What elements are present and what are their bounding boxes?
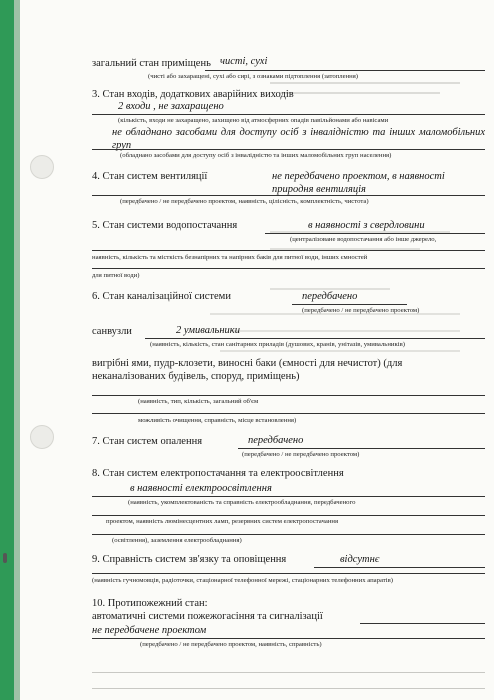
fire-caption: (передбачено / не передбачено проектом, наявність, справність) [140, 641, 322, 648]
section-4-title: 4. Стан систем вентиляції [92, 171, 208, 182]
electric-caption-1: (наявність, укомплектованість та справність електрообладнання, передбаченого [128, 499, 356, 506]
underline [265, 233, 485, 234]
underline [92, 515, 485, 516]
bleed-through-text [270, 79, 470, 105]
entrances-value: 2 входи , не захаращено [118, 101, 224, 112]
water-caption-3: для питної води) [92, 272, 140, 279]
punch-hole [30, 425, 54, 449]
underline [314, 567, 485, 568]
heating-caption: (передбачено / не передбачено проектом) [242, 451, 360, 458]
underline [292, 304, 407, 305]
section-5-title: 5. Стан системи водопостачання [92, 220, 238, 231]
section-10-title: 10. Протипожежний стан: [92, 598, 208, 609]
underline [360, 623, 485, 624]
pen-mark [3, 553, 7, 563]
ventilation-caption: (передбачено / не передбачено проектом, наявність, цілісність, комплектність, чистота) [120, 198, 369, 205]
pits-text-1: вигрібні ями, пудр-клозети, виносні баки (ємності для нечистот) (для [92, 358, 403, 369]
ventilation-value: не передбачено проектом, в наявності природня вентиляція [272, 171, 445, 195]
entrances-caption: (кількість, входи не захаращено, захищено від атмосферних опадів павільйонами або навісами [118, 117, 389, 124]
underline [92, 534, 485, 535]
sanitary-label: санвузли [92, 326, 132, 337]
underline [92, 638, 485, 639]
section-7-title: 7. Стан систем опалення [92, 436, 203, 447]
sanitary-value: 2 умивальники [176, 325, 240, 336]
section-6-title: 6. Стан каналізаційної системи [92, 291, 231, 302]
pits-caption-2: можливість очищення, справність, місце встановлення) [138, 417, 297, 424]
underline [92, 413, 485, 414]
pits-caption-1: (наявність, тип, кількість, загальний об'єм [138, 398, 259, 405]
section-3-title: 3. Стан входів, додаткових аварійних виходів [92, 89, 294, 100]
underline [92, 149, 485, 150]
general-state-value: чисті, сухі [220, 56, 268, 67]
section-8-title: 8. Стан систем електропостачання та електроосвітлення [92, 468, 344, 479]
fire-subtitle: автоматичні системи пожежогасіння та сигналізації [92, 611, 323, 622]
water-caption-1: (централізоване водопостачання або інше джерело, [290, 236, 437, 243]
communication-caption: (наявність гучномовців, радіоточки, стаціонарної телефонної мережі, стаціонарних телефонних апаратів) [92, 577, 393, 584]
underline [92, 496, 485, 497]
underline [205, 70, 485, 71]
underline [92, 250, 485, 251]
electric-caption-3: (освітлення), заземлення електрообладнання) [112, 537, 242, 544]
water-value: в наявності з свердловини [308, 220, 425, 231]
underline [238, 448, 485, 449]
electric-caption-2: проектом, наявність люмінесцентних ламп, резервних систем електропостачання [106, 518, 339, 525]
sewer-caption: (передбачено / не передбачено проектом) [302, 307, 420, 314]
pits-text-2: неканалізованих будівель, споруд, приміщень) [92, 371, 300, 382]
underline [145, 338, 485, 339]
general-state-caption: (чисті або захаращені, сухі або сирі, з ознаками підтоплення (затоплення) [148, 73, 359, 80]
underline [92, 573, 485, 574]
accessibility-caption: (обладнано засобами для доступу осіб з інвалідністю та інших маломобільних груп населення) [120, 152, 392, 159]
sewer-value: передбачено [302, 291, 358, 302]
fire-value: не передбачене проектом [92, 625, 207, 636]
punch-hole [30, 155, 54, 179]
electric-value: в наявності електроосвітлення [130, 483, 272, 494]
section-9-title: 9. Справність систем зв'язку та оповіщення [92, 554, 287, 565]
underline [92, 195, 485, 196]
accessibility-value: не обладнано засобами для доступу осіб з інвалідністю та інших маломобільних груп [112, 127, 485, 151]
sanitary-caption: (наявність, кількість, стан санітарних приладів (душових, кранів, унітазів, умивальників) [150, 341, 405, 348]
faint-line [92, 688, 485, 689]
heating-value: передбачено [248, 435, 304, 446]
document-page [20, 0, 494, 700]
general-state-label: загальний стан приміщень [92, 58, 211, 69]
water-caption-2: наявність, кількість та місткість безнапірних та напірних баків для питної води, інших ємностей [92, 254, 368, 261]
underline [92, 114, 485, 115]
underline [92, 395, 485, 396]
communication-value: відсутнє [340, 554, 380, 565]
underline [92, 268, 485, 269]
faint-line [92, 672, 485, 673]
